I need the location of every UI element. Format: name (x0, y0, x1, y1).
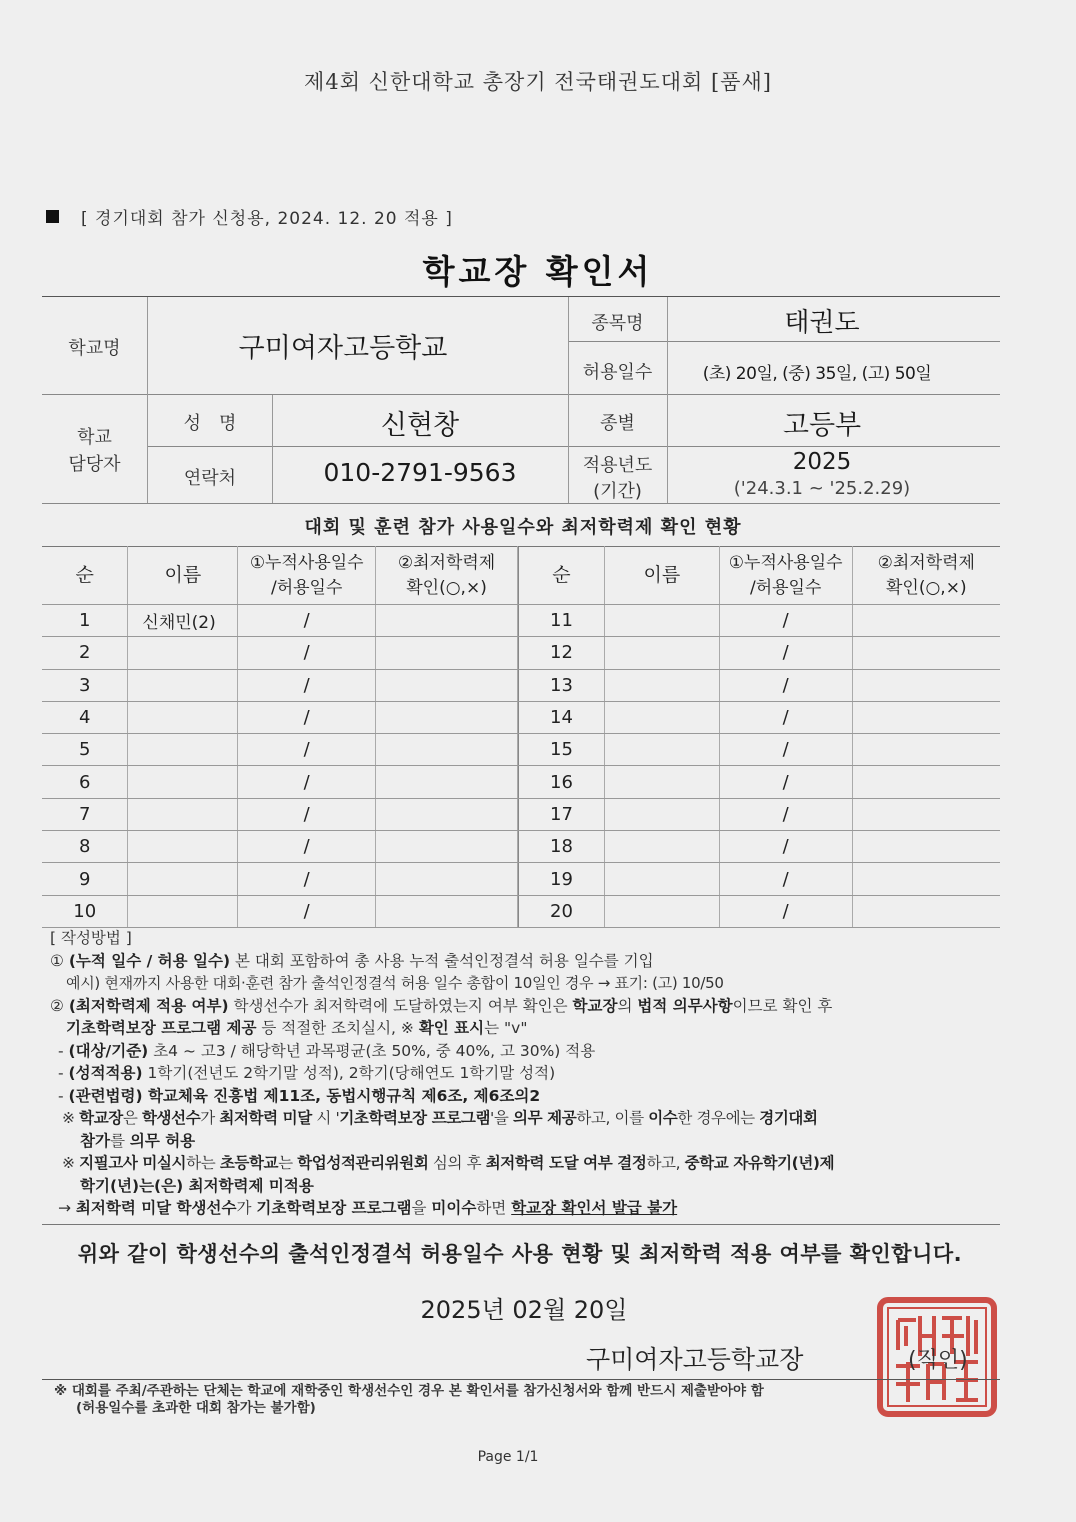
row-number: 14 (519, 701, 605, 733)
athlete-name-cell (128, 734, 238, 766)
instr-bold: (성적적용) (68, 1064, 143, 1082)
days-used-cell: / (238, 895, 376, 927)
row-number: 9 (42, 863, 128, 895)
instr-bold: 기초학력보장 프로그램 제공 (66, 1019, 257, 1037)
applied-year-value: 2025 (792, 449, 852, 475)
athlete-name-cell (128, 701, 238, 733)
school-name-value: 구미여자고등학교 (238, 333, 448, 364)
table-row (42, 701, 518, 733)
table-row (519, 766, 1001, 798)
manager-name-value: 신현창 (380, 410, 460, 441)
row-number: 12 (519, 637, 605, 669)
instr-text: 가 (200, 1109, 220, 1127)
days-used-cell: / (719, 669, 852, 701)
instr-bold: (최저학력제 적용 여부) (68, 996, 229, 1015)
instr-bold: (대상/기준) (68, 1041, 149, 1060)
divider (42, 1379, 1000, 1380)
footnote-line-2: (허용일수를 초과한 대회 참가는 불가함) (76, 1400, 316, 1416)
days-used-cell: / (238, 863, 376, 895)
athlete-name-cell (604, 701, 719, 733)
arrow-icon: → (58, 1199, 76, 1217)
instr-bold: 최저학력 미달 학생선수 (75, 1199, 237, 1217)
table-row (42, 798, 518, 830)
col-name-header: 이름 (604, 547, 719, 605)
instr-text: 학생선수가 최저학력에 도달하였는지 여부 확인은 (228, 996, 573, 1015)
instr-bold: 확인 표시 (418, 1019, 485, 1037)
manager-label-2: 담당자 (68, 454, 121, 475)
col-days-header-line2: /허용일수 (749, 577, 822, 598)
instr-bold: 기초학력보장 프로그램 (256, 1199, 412, 1217)
instr-bold: 기초학력보장 프로그램 (339, 1109, 491, 1127)
row-number: 3 (42, 669, 128, 701)
instr-text: 초4 ~ 고3 / 해당학년 과목평균(초 50%, 중 40%, 고 30%) 적용 (148, 1041, 596, 1060)
instruction-line (50, 1062, 834, 1085)
col-days-header-line1: ①누적사용일수 (728, 552, 843, 573)
instr-text: ※ (62, 1109, 80, 1127)
applied-year-label-2: (기간) (593, 481, 642, 502)
row-number: 13 (519, 669, 605, 701)
seal-label: (직인) (908, 1348, 968, 1373)
instr-text: ※ (62, 1154, 80, 1172)
days-used-cell: / (238, 798, 376, 830)
divider (42, 1224, 1000, 1225)
min-academic-check-cell (376, 831, 518, 863)
athlete-name-cell (128, 798, 238, 830)
instr-bold: 학업성적관리위원회 (297, 1154, 429, 1172)
min-academic-check-cell (376, 798, 518, 830)
row-number: 6 (42, 766, 128, 798)
table-row (42, 831, 518, 863)
table-row (519, 831, 1001, 863)
athlete-name-cell (128, 863, 238, 895)
instruction-example: 예시) 현재까지 사용한 대회·훈련 참가 출석인정결석 허용 일수 총합이 10일인 경우 → 표기: (고) 10/50 (66, 974, 724, 992)
manager-label-1: 학교 (77, 427, 112, 448)
contact-value: 010-2791-9563 (323, 458, 517, 487)
col-min-header-line2: 확인(○,×) (886, 577, 967, 598)
min-academic-check-cell (852, 701, 1000, 733)
category-value: 고등부 (782, 410, 862, 441)
days-used-cell: / (238, 831, 376, 863)
col-min-header-line1: ②최저학력제 (397, 552, 496, 573)
instr-text: 등 적절한 조치실시, ※ (256, 1019, 419, 1037)
athlete-name-cell (604, 798, 719, 830)
min-academic-check-cell (852, 863, 1000, 895)
page-number: Page 1/1 (477, 1449, 539, 1465)
min-academic-check-cell (376, 637, 518, 669)
days-used-cell: / (719, 863, 852, 895)
row-number: 4 (42, 701, 128, 733)
table-row (519, 669, 1001, 701)
athlete-name-cell (604, 605, 719, 637)
principal-title: 구미여자고등학교장 (586, 1345, 804, 1374)
min-academic-check-cell (376, 605, 518, 637)
athlete-name-cell (604, 831, 719, 863)
row-number: 1 (42, 605, 128, 637)
instr-bold: 학기(년)는(은) (80, 1176, 189, 1195)
instr-bold: 의무 허용 (129, 1131, 196, 1150)
instr-text: 이므로 확인 후 (732, 996, 833, 1015)
days-used-cell: / (719, 798, 852, 830)
athlete-name-cell (128, 766, 238, 798)
athlete-name-cell (604, 863, 719, 895)
instr-bold: (누적 일수 / 허용 일수) (68, 951, 231, 970)
instr-bold: 미이수 (431, 1199, 477, 1217)
instr-text: - (58, 1041, 69, 1060)
table-row (42, 637, 518, 669)
instruction-line (50, 1017, 834, 1040)
min-academic-check-cell (852, 669, 1000, 701)
applied-year-label-1: 적용년도 (582, 455, 653, 476)
instr-text: 하면 (476, 1199, 512, 1217)
days-used-cell: / (719, 766, 852, 798)
section-title: 대회 및 훈련 참가 사용일수와 최저학력제 확인 현황 (304, 517, 742, 538)
table-row (519, 605, 1001, 637)
instr-bold: 지필고사 미실시 (79, 1154, 187, 1172)
days-used-cell: / (719, 895, 852, 927)
instr-text: 하고, (646, 1154, 685, 1172)
usage-table-left (42, 546, 518, 928)
col-days-header (719, 547, 852, 605)
days-used-cell: / (719, 831, 852, 863)
instr-bold: 최저학력 미달 (219, 1109, 312, 1127)
table-header-row (519, 547, 1001, 605)
instr-text: 는 (278, 1154, 298, 1172)
instr-text: 하는 (186, 1154, 220, 1172)
row-number: 15 (519, 734, 605, 766)
applied-period-value: ('24.3.1 ~ '25.2.29) (733, 478, 911, 499)
col-days-header (238, 547, 376, 605)
col-min-header (852, 547, 1000, 605)
athlete-name-cell (128, 637, 238, 669)
instr-text: 의 (617, 996, 638, 1015)
min-academic-check-cell (376, 766, 518, 798)
athlete-name-cell (128, 831, 238, 863)
document-title: 학교장 확인서 (422, 252, 654, 291)
sport-value: 태권도 (784, 308, 860, 338)
days-used-cell: / (719, 605, 852, 637)
table-row (42, 734, 518, 766)
table-row (42, 895, 518, 927)
athlete-name-cell (128, 895, 238, 927)
instruction-line (50, 1197, 834, 1220)
instructions-heading: [ 작성방법 ] (50, 929, 132, 947)
days-used-cell: / (719, 637, 852, 669)
allowed-days-value: (초) 20일, (중) 35일, (고) 50일 (702, 364, 932, 384)
table-row (519, 637, 1001, 669)
min-academic-check-cell (852, 605, 1000, 637)
min-academic-check-cell (376, 863, 518, 895)
row-number: 11 (519, 605, 605, 637)
col-min-header (376, 547, 518, 605)
athlete-name-cell (128, 669, 238, 701)
circled-one: ① (50, 951, 69, 970)
min-academic-check-cell (852, 831, 1000, 863)
min-academic-check-cell (852, 637, 1000, 669)
instr-bold: 법적 의무사항 (637, 996, 733, 1015)
instr-bold-underline: 학교장 확인서 발급 불가 (511, 1199, 678, 1217)
min-academic-check-cell (852, 766, 1000, 798)
table-row (519, 895, 1001, 927)
instr-text: 한 경우에는 (677, 1109, 760, 1127)
row-number: 5 (42, 734, 128, 766)
days-used-cell: / (238, 766, 376, 798)
instruction-line (50, 1152, 834, 1175)
sport-label: 종목명 (591, 313, 644, 334)
days-used-cell: / (238, 637, 376, 669)
row-number: 8 (42, 831, 128, 863)
category-label: 종별 (600, 413, 635, 434)
athlete-name-cell (604, 637, 719, 669)
issue-date: 2025년 02월 20일 (420, 1296, 628, 1324)
instr-bold: 이수 (648, 1109, 678, 1127)
allowed-days-label: 허용일수 (582, 362, 653, 383)
athlete-name-cell (604, 766, 719, 798)
school-name-label: 학교명 (68, 338, 121, 359)
table-row (42, 766, 518, 798)
confirmation-statement: 위와 같이 학생선수의 출석인정결석 허용일수 사용 현황 및 최저학력 적용 여부를 확인합니다. (77, 1242, 963, 1266)
instr-bold: (관련법령) (68, 1086, 143, 1105)
usage-table-right (518, 546, 1000, 928)
days-used-cell: / (238, 734, 376, 766)
form-tag (46, 204, 453, 229)
table-row (519, 798, 1001, 830)
row-number: 16 (519, 766, 605, 798)
col-no-header: 순 (519, 547, 605, 605)
contact-label: 연락처 (183, 468, 237, 489)
instr-text: 는 "v" (484, 1019, 528, 1037)
col-days-header-line2: /허용일수 (270, 577, 343, 598)
instr-bold: 경기대회 (759, 1109, 818, 1127)
manager-name-label: 성 명 (183, 413, 237, 434)
instr-text: 하고, 이를 (576, 1109, 649, 1127)
col-no-header: 순 (42, 547, 128, 605)
instr-text: 가 (236, 1199, 257, 1217)
col-name-header: 이름 (128, 547, 238, 605)
instruction-line (50, 1040, 834, 1063)
min-academic-check-cell (852, 734, 1000, 766)
instr-bold: 학생선수 (141, 1109, 201, 1127)
days-used-cell: / (719, 701, 852, 733)
row-number: 17 (519, 798, 605, 830)
min-academic-check-cell (376, 895, 518, 927)
table-row (519, 701, 1001, 733)
col-min-header-line2: 확인(○,×) (406, 577, 487, 598)
form-tag-text: [ 경기대회 참가 신청용, 2024. 12. 20 적용 ] (81, 209, 453, 229)
table-row (42, 605, 518, 637)
row-number: 20 (519, 895, 605, 927)
square-bullet-icon (46, 210, 59, 223)
instr-bold: 참가 (80, 1131, 110, 1150)
instr-bold: 최저학력제 미적용 (188, 1176, 314, 1195)
athlete-name-cell: 신채민(2) (128, 605, 238, 637)
footnote-line-1: ※ 대회를 주최/주관하는 단체는 학교에 재학중인 학생선수인 경우 본 확인서를 참가신청서와 함께 반드시 제출받아야 함 (54, 1383, 764, 1399)
instr-bold: 의무 제공 (513, 1109, 577, 1127)
instruction-line (50, 1130, 834, 1153)
instr-bold: 학교장 (79, 1109, 123, 1127)
instr-text: 1학기(전년도 2학기말 성적), 2학기(당해연도 1학기말 성적) (142, 1064, 556, 1082)
days-used-cell: / (238, 701, 376, 733)
table-row (42, 669, 518, 701)
instr-text: 시 ' (311, 1109, 340, 1127)
col-days-header-line1: ①누적사용일수 (249, 552, 364, 573)
row-number: 10 (42, 895, 128, 927)
instruction-line (50, 1175, 834, 1198)
instr-text: 를 (109, 1131, 130, 1150)
circled-two: ② (50, 996, 69, 1015)
instr-text: 은 (122, 1109, 142, 1127)
event-title: 제4회 신한대학교 총장기 전국태권도대회 [품새] (304, 70, 772, 94)
instr-bold: 학교장 (572, 996, 618, 1015)
days-used-cell: / (719, 734, 852, 766)
instr-bold: 중학교 자유학기(년)제 (684, 1154, 835, 1172)
min-academic-check-cell (376, 669, 518, 701)
instructions (50, 927, 834, 1220)
instr-bold: 학교체육 진흥법 제11조, 동법시행규칙 제6조, 제6조의2 (142, 1086, 541, 1105)
days-used-cell: / (238, 669, 376, 701)
athlete-name-cell (604, 669, 719, 701)
instruction-line (50, 1107, 834, 1130)
col-min-header-line1: ②최저학력제 (877, 552, 975, 573)
min-academic-check-cell (852, 895, 1000, 927)
days-used-cell: / (238, 605, 376, 637)
table-header-row (42, 547, 518, 605)
instr-text: - (58, 1086, 69, 1105)
instr-text: 본 대회 포함하여 총 사용 누적 출석인정결석 허용 일수를 기입 (230, 951, 654, 970)
instruction-line (50, 950, 834, 973)
footnote (54, 1383, 764, 1417)
row-number: 18 (519, 831, 605, 863)
row-number: 19 (519, 863, 605, 895)
athlete-name-cell (604, 895, 719, 927)
table-row (519, 734, 1001, 766)
instr-text: - (58, 1064, 69, 1082)
min-academic-check-cell (852, 798, 1000, 830)
min-academic-check-cell (376, 701, 518, 733)
instruction-line (50, 995, 834, 1018)
instr-text: '을 (490, 1109, 514, 1127)
row-number: 7 (42, 798, 128, 830)
instruction-line (50, 1085, 834, 1108)
instr-bold: 초등학교 (219, 1154, 279, 1172)
table-row (519, 863, 1001, 895)
table-row (42, 863, 518, 895)
athlete-name-cell (604, 734, 719, 766)
row-number: 2 (42, 637, 128, 669)
instr-text: 을 (411, 1199, 432, 1217)
instr-bold: 최저학력 도달 여부 결정 (485, 1154, 647, 1172)
min-academic-check-cell (376, 734, 518, 766)
instr-text: 심의 후 (428, 1154, 486, 1172)
